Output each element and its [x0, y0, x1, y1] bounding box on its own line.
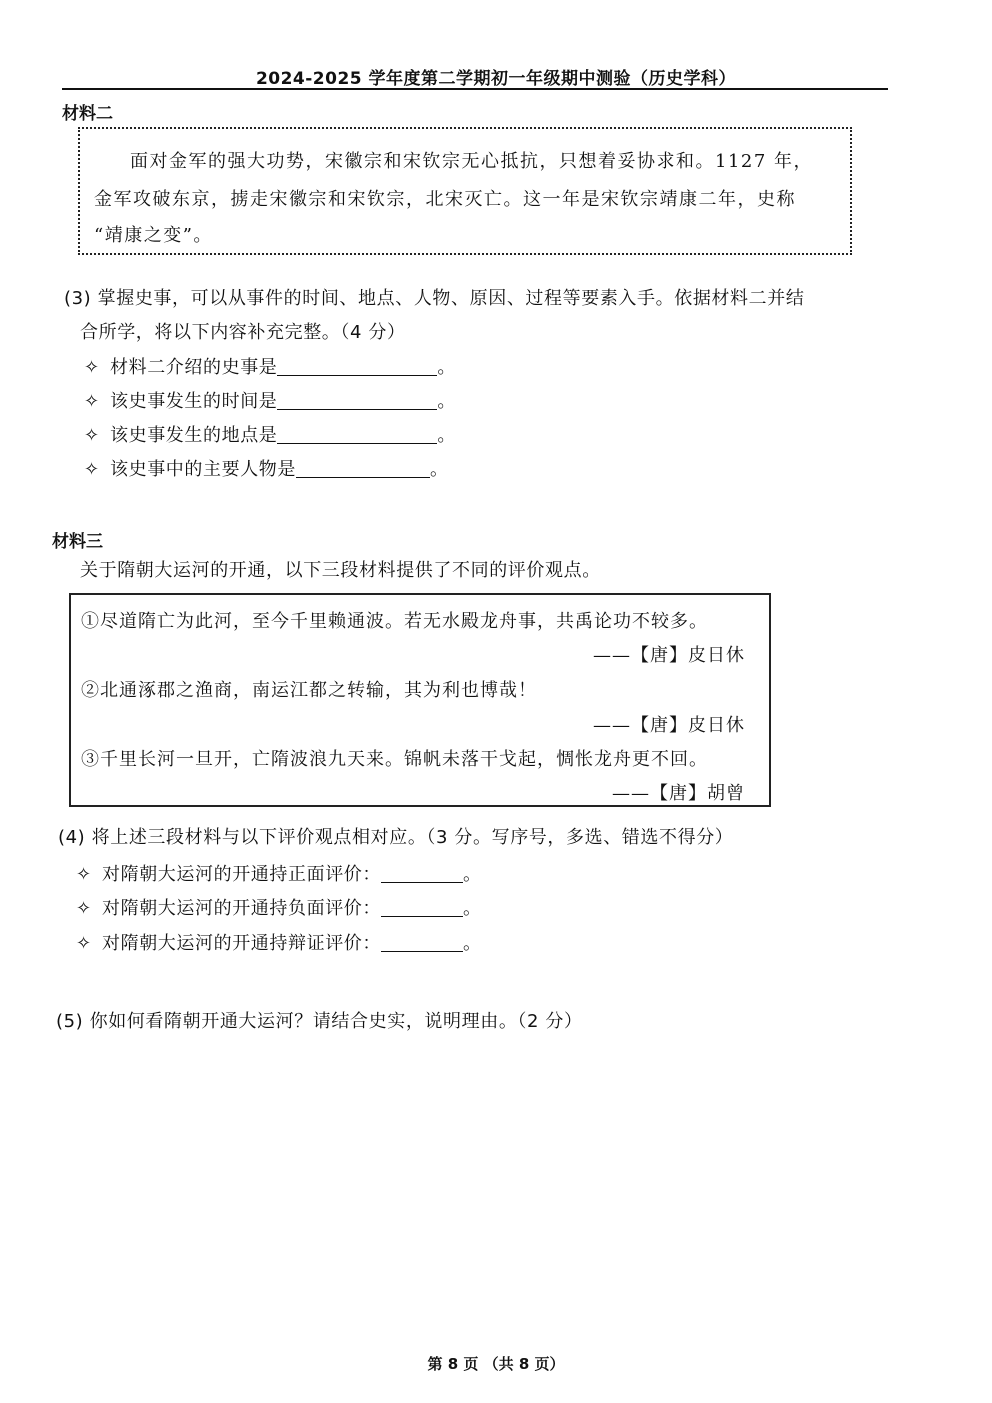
q4-bullet-1: ✧ 对隋朝大运河的开通持正面评价： 。: [76, 864, 482, 885]
quote-2-source: ——【唐】皮日休: [593, 715, 745, 736]
sparkle-icon: ✧: [76, 933, 92, 954]
sparkle-icon: ✧: [84, 357, 100, 378]
q3-bullet-2: ✧ 该史事发生的时间是 。: [84, 391, 457, 412]
material2-line-2: 金军攻破东京，掳走宋徽宗和宋钦宗，北宋灭亡。这一年是宋钦宗靖康二年，史称: [94, 189, 796, 210]
q3-bullet-4: ✧ 该史事中的主要人物是 。: [84, 459, 449, 480]
q5-answer-area[interactable]: [62, 1045, 888, 1325]
sparkle-icon: ✧: [84, 459, 100, 480]
material3-label: 材料三: [52, 532, 103, 552]
q4-bullet-3: ✧ 对隋朝大运河的开通持辩证评价： 。: [76, 933, 482, 954]
sparkle-icon: ✧: [84, 425, 100, 446]
sparkle-icon: ✧: [84, 391, 100, 412]
q3-bullet-3: ✧ 该史事发生的地点是 。: [84, 425, 457, 446]
answer-blank[interactable]: [381, 898, 463, 917]
q3-line-2: 合所学，将以下内容补充完整。（4 分）: [80, 322, 406, 343]
material3-box: [69, 593, 771, 807]
quote-1-source: ——【唐】皮日休: [593, 645, 745, 666]
answer-blank[interactable]: [277, 357, 437, 376]
header-divider: [62, 88, 888, 90]
sparkle-icon: ✧: [76, 898, 92, 919]
quote-3-text: ③千里长河一旦开，亡隋波浪九天来。锦帆未落干戈起，惆怅龙舟更不回。: [81, 749, 708, 770]
answer-blank[interactable]: [381, 933, 463, 952]
answer-blank[interactable]: [296, 459, 430, 478]
answer-blank[interactable]: [381, 864, 463, 883]
q4-text: (4) 将上述三段材料与以下评价观点相对应。（3 分。写序号，多选、错选不得分）: [58, 827, 734, 848]
material3-intro: 关于隋朝大运河的开通，以下三段材料提供了不同的评价观点。: [80, 560, 601, 581]
quote-2-text: ②北通涿郡之渔商，南运江都之转输，其为利也博哉！: [81, 680, 537, 701]
quote-1-text: ①尽道隋亡为此河，至今千里赖通波。若无水殿龙舟事，共禹论功不较多。: [81, 611, 708, 632]
q4-bullet-2: ✧ 对隋朝大运河的开通持负面评价： 。: [76, 898, 482, 919]
quote-3-source: ——【唐】胡曾: [612, 783, 745, 804]
sparkle-icon: ✧: [76, 864, 92, 885]
answer-blank[interactable]: [277, 425, 437, 444]
page-header-title: 2024-2025 学年度第二学期初一年级期中测验（历史学科）: [255, 69, 737, 89]
material2-label: 材料二: [62, 104, 113, 124]
q3-bullet-1: ✧ 材料二介绍的史事是 。: [84, 357, 457, 378]
answer-blank[interactable]: [277, 391, 437, 410]
material2-line-3: “靖康之变”。: [94, 225, 213, 246]
q3-line-1: (3) 掌握史事，可以从事件的时间、地点、人物、原因、过程等要素入手。依据材料二并结: [64, 288, 805, 309]
page-footer: 第 8 页 （共 8 页）: [427, 1355, 565, 1373]
material2-box: [78, 127, 852, 255]
q5-text: (5) 你如何看隋朝开通大运河？请结合史实，说明理由。（2 分）: [56, 1011, 583, 1032]
material2-line-1: 面对金军的强大功势，宋徽宗和宋钦宗无心抵抗，只想着妥协求和。1127 年，: [130, 151, 814, 172]
